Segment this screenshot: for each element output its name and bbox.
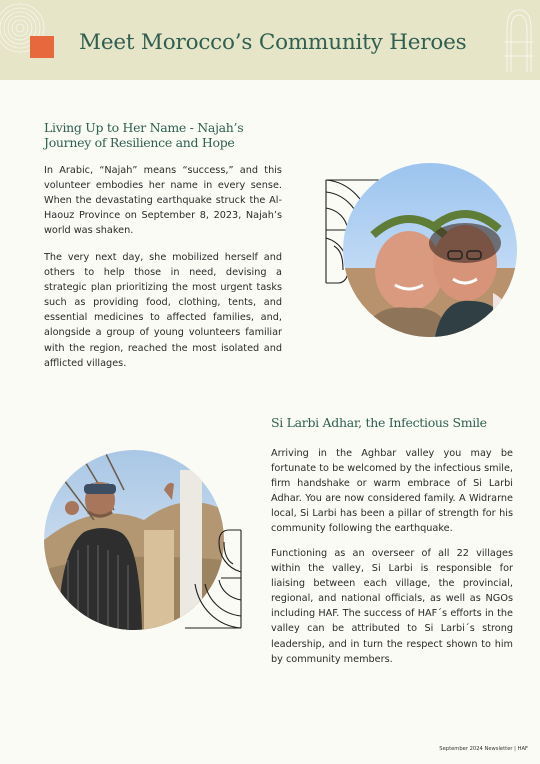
- najah-paragraph-1: In Arabic, “Najah” means “success,” and this volunteer embodies her name in every sense. When the devastating earthquake struck the Al-Haouz Province on September 8, 2023, Najah’s world was shaken.: [44, 165, 282, 237]
- section-title-si-larbi: Si Larbi Adhar, the Infectious Smile: [271, 415, 487, 430]
- si-larbi-paragraph-2: Functioning as an overseer of all 22 villages within the valley, Si Larbi is responsible for liaising between each village, the provincial, regional, and national officials, as well as NGOs including HAF. The success of HAF´s efforts in the valley can be attributed to Si Larbi´s strong leadership, and in turn the respect shown to him by community members.: [271, 548, 513, 665]
- page-header: [0, 0, 540, 80]
- accent-square: [30, 36, 54, 58]
- decorative-line-art-icon: [183, 528, 245, 630]
- najah-photo-image: [343, 163, 517, 337]
- decorative-lines-icon: [504, 6, 534, 76]
- section-title-najah: Living Up to Her Name - Najah’s Journey of Resilience and Hope: [44, 120, 244, 150]
- page-title: Meet Morocco’s Community Heroes: [79, 30, 467, 55]
- footer-text: September 2024 Newsletter | HAF: [439, 746, 528, 752]
- si-larbi-paragraph-1: Arriving in the Aghbar valley you may be fortunate to be welcomed by the infectious smile, firm handshake or warm embrace of Si Larbi Adhar. You are now considered family. A Widrarne local, Si Larbi has been a pillar of strength for his community following the earthquake.: [271, 448, 513, 535]
- najah-paragraph-2: The very next day, she mobilized herself and others to help those in need, devising a strategic plan prioritizing the most urgent tasks such as providing food, clothing, tents, and essential medicines to affected families, and, alongside a group of young volunteers familiar with the region, reached the most isolated and afflicted villages.: [44, 252, 282, 369]
- najah-photo: [343, 163, 517, 337]
